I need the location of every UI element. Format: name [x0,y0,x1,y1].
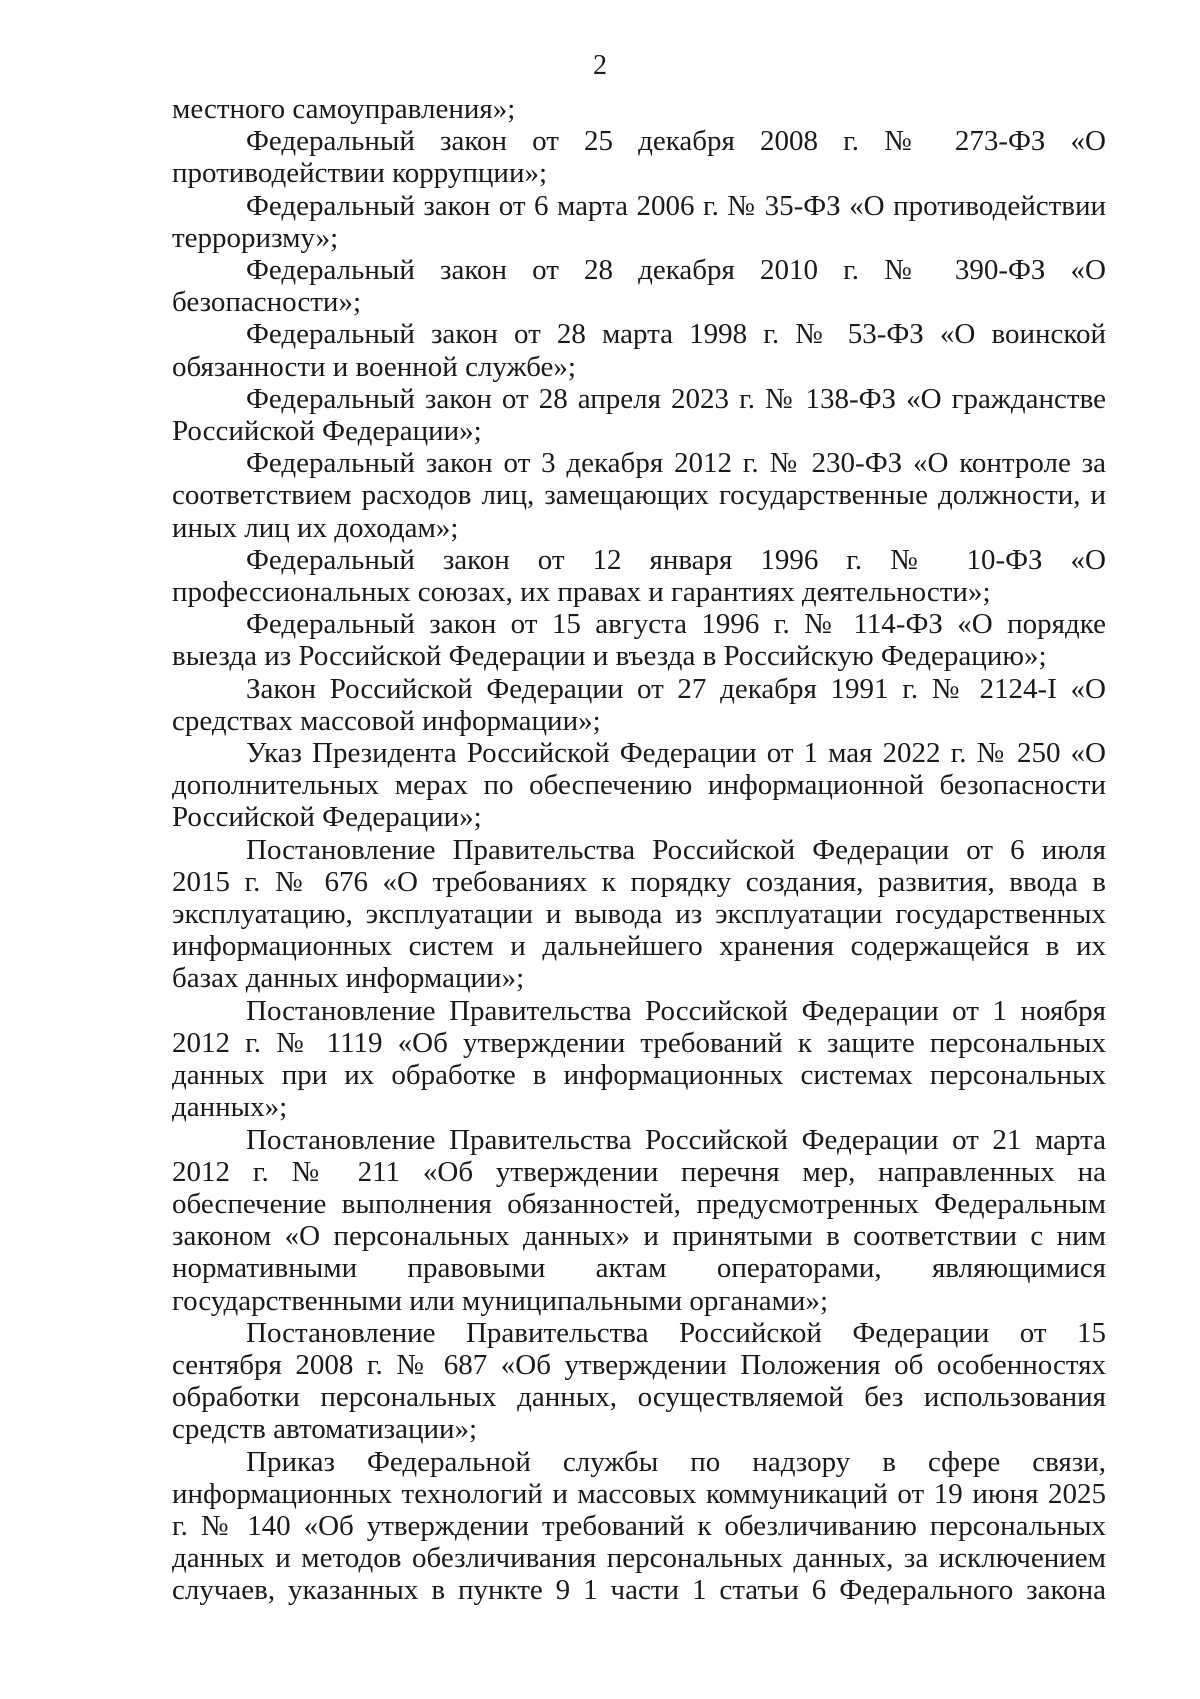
paragraph: Федеральный закон от 15 августа 1996 г. № 114-ФЗ «О порядке выезда из Российской Федерации и въезда в Российскую Федерацию»; [172,608,1106,673]
paragraph: Указ Президента Российской Федерации от 1 мая 2022 г. № 250 «О дополнительных мерах по обеспечению информационной безопасности Российской Федерации»; [172,737,1106,834]
page-number: 2 [593,50,607,81]
paragraph: Постановление Правительства Российской Федерации от 21 марта 2012 г. № 211 «Об утверждении перечня мер, направленных на обеспечение выполнения обязанностей, предусмотренных Федеральным законом «О персональных данных» и принятыми в соответствии с ним нормативными правовыми актам операторами, являющимися государственными или муниципальными органами»; [172,1123,1106,1317]
paragraph: Федеральный закон от 28 декабря 2010 г. № 390-ФЗ «О безопасности»; [172,254,1106,319]
paragraph: Приказ Федеральной службы по надзору в сфере связи, информационных технологий и массовых коммуникаций от 19 июня 2025 г. № 140 «Об утверждении требований к обезличиванию персональных данных и методов обезличивания персональных данных, за исключением случаев, указанных в пункте 9 1 части 1 статьи 6 Федерального закона [172,1445,1106,1607]
paragraph: Федеральный закон от 25 декабря 2008 г. № 273-ФЗ «О противодействии коррупции»; [172,125,1106,190]
paragraph: Федеральный закон от 12 января 1996 г. № 10-ФЗ «О профессиональных союзах, их правах и гарантиях деятельности»; [172,543,1106,609]
paragraph: Федеральный закон от 6 марта 2006 г. № 35-ФЗ «О противодействии терроризму»; [172,189,1106,254]
paragraph: Постановление Правительства Российской Федерации от 6 июля 2015 г. № 676 «О требованиях к порядку создания, развития, ввода в эксплуатацию, эксплуатации и вывода из эксплуатации государственных информационных систем и дальнейшего хранения содержащейся в их базах данных информации»; [172,833,1106,995]
paragraph: Закон Российской Федерации от 27 декабря 1991 г. № 2124-I «О средствах массовой информации»; [172,672,1106,737]
paragraph: Федеральный закон от 3 декабря 2012 г. № 230-ФЗ «О контроле за соответствием расходов лиц, замещающих государственные должности, и иных лиц их доходам»; [172,447,1106,544]
document-body [172,93,1106,1607]
paragraph: Федеральный закон от 28 марта 1998 г. № 53-ФЗ «О воинской обязанности и военной службе»; [172,318,1106,383]
paragraph: местного самоуправления»; [172,93,516,125]
paragraph: Постановление Правительства Российской Федерации от 15 сентября 2008 г. № 687 «Об утверждении Положения об особенностях обработки персональных данных, осуществляемой без использования средств автоматизации»; [172,1316,1106,1446]
paragraph: Федеральный закон от 28 апреля 2023 г. № 138-ФЗ «О гражданстве Российской Федерации»; [172,382,1106,448]
paragraph: Постановление Правительства Российской Федерации от 1 ноября 2012 г. № 1119 «Об утверждении требований к защите персональных данных при их обработке в информационных системах персональных данных»; [172,994,1106,1124]
